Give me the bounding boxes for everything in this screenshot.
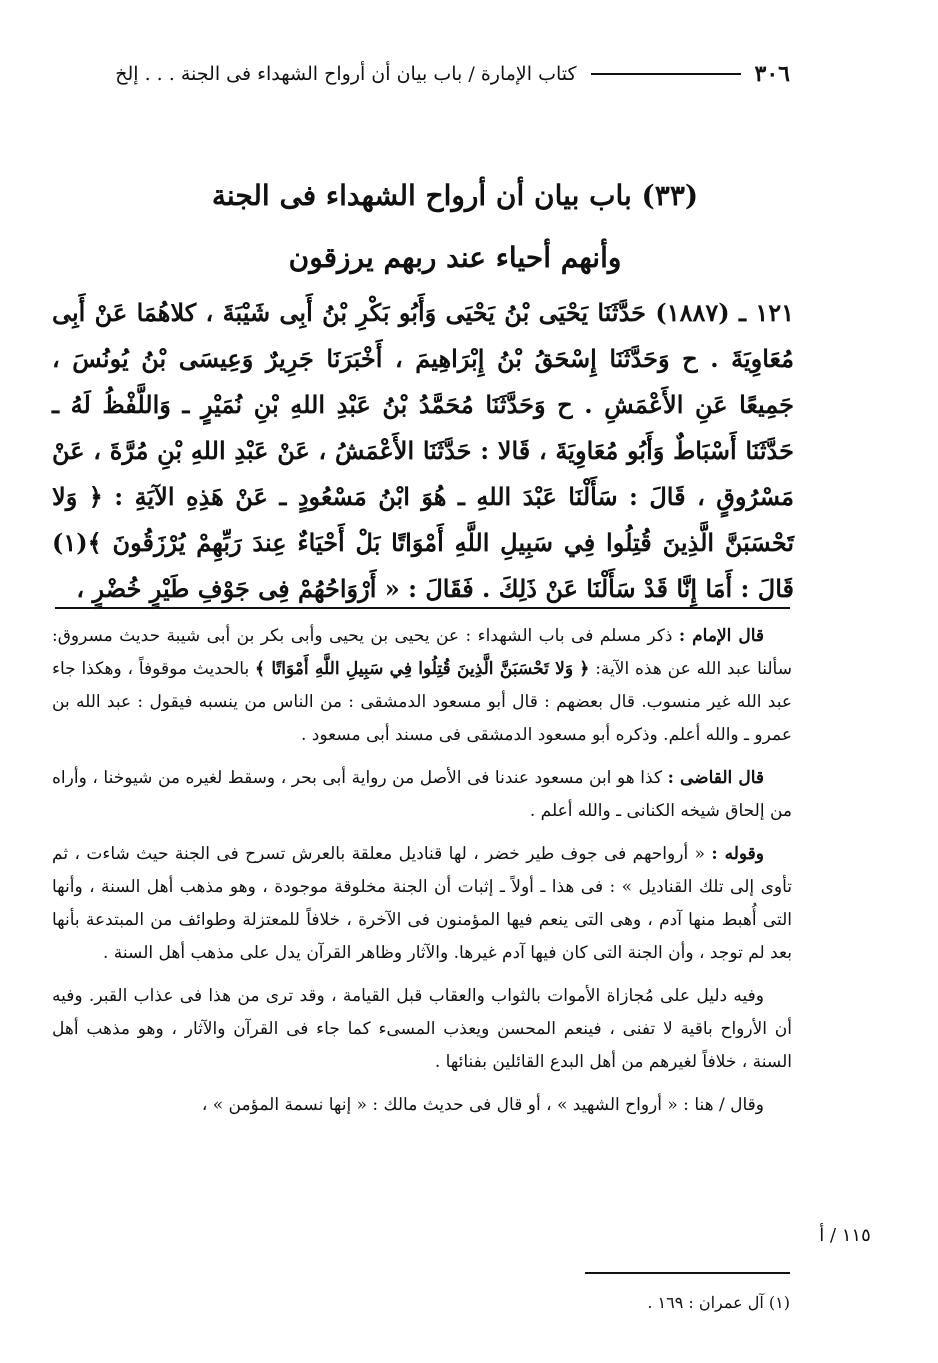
commentary [52,620,792,1132]
main-divider [55,607,790,609]
commentary-paragraph [52,980,792,1079]
commentary-text: بالحديث موقوفاً ، وهكذا جاء عبد الله غير منسوب. قال بعضهم : قال أبو مسعود الدمشقى : من الناس من ينسبه فيقول : عبد الله بن عمرو ـ والله أعلم. وذكره أبو مسعود الدمشقى فى مسند أبى مسعود . [52,659,792,745]
footnote: (١) آل عمران : ١٦٩ . [647,1293,790,1312]
speaker-label: قال القاضى : [667,768,764,788]
commentary-text: ذكر مسلم فى باب الشهداء : عن يحيى بن يحيى وأبى بكر بن أبى شيبة حديث مسروق: سألنا عبد الله عن هذه الآية: [52,626,792,679]
speaker-label: وقوله : [711,844,764,864]
footnote-divider [585,1272,790,1274]
commentary-text: وقال / هنا : « أرواح الشهيد » ، أو قال فى حديث مالك : « إنها نسمة المؤمن » ، [201,1095,764,1115]
chapter-title-line2: وأنهم أحياء عند ربهم يرزقون [288,241,622,274]
commentary-paragraph [52,620,792,752]
page-number: ٣٠٦ [754,61,790,87]
commentary-paragraph [52,838,792,970]
chapter-heading [60,165,850,289]
running-header [30,56,790,92]
commentary-text: كذا هو ابن مسعود عندنا فى الأصل من رواية أبى بحر ، وسقط لغيره من شيوخنا ، وأراه من إلحاق شيخه الكنانى ـ والله أعلم . [52,768,792,821]
hadith-text: ١٢١ ـ (١٨٨٧) حَدَّثَنَا يَحْيَى بْنُ يَحْيَى وَأَبُو بَكْرِ بْنُ أَبِى شَيْبَةَ ، كلاهُمَا عَنْ أَبِى مُعَاوِيَةَ . ح وَحَدَّثَنَا إِسْحَقُ بْنُ إِبْرَاهِيمَ ، أَخْبَرَنَا جَرِيرٌ وَعِيسَى بْنُ يُونُسَ ، جَمِيعًا عَنِ الأَعْمَشِ . ح وَحَدَّثَنَا مُحَمَّدُ بْنُ عَبْدِ اللهِ بْنِ نُمَيْرٍ ـ وَاللَّفْظُ لَهُ ـ حَدَّثَنَا أَسْبَاطٌ وَأَبُو مُعَاوِيَةَ ، قَالا : حَدَّثَنَا الأَعْمَشُ ، عَنْ عَبْدِ اللهِ بْنِ مُرَّةَ ، عَنْ مَسْرُوقٍ ، قَالَ : سَأَلْنَا عَبْدَ اللهِ ـ هُوَ ابْنُ مَسْعُودٍ ـ عَنْ هَذِهِ الآيَةِ : ﴿ وَلا تَحْسَبَنَّ الَّذِينَ قُتِلُوا فِي سَبِيلِ اللَّهِ أَمْوَاتًا بَلْ أَحْيَاءٌ عِندَ رَبِّهِمْ يُرْزَقُونَ ﴾(١) قَالَ : أَمَا إِنَّا قَدْ سَأَلْنَا عَنْ ذَلِكَ . فَقَالَ : « أَرْوَاحُهُمْ فِى جَوْفِ طَيْرٍ خُضْرٍ ، [52,298,794,603]
commentary-text: « أرواحهم فى جوف طير خضر ، لها قناديل معلقة بالعرش تسرح فى الجنة حيث شاءت ، ثم تأوى إلى تلك القناديل » : فى هذا ـ أولاً ـ إثبات أن الجنة مخلوقة موجودة ، وهو مذهب أهل السنة ، وأنها التى أُهبط منها آدم ، وهى التى ينعم فيها المؤمنون فى الآخرة ، خلافاً للمعتزلة وطوائف من المبتدعة بأنها بعد لم توجد ، وأن الجنة التى كان فيها آدم غيرها. والآثار وظاهر القرآن يدل على مذهب أهل السنة . [52,844,792,963]
manuscript-folio-ref: ١١٥ / أ [819,1225,871,1246]
speaker-label: قال الإمام : [678,626,764,646]
commentary-paragraph [52,1089,792,1122]
running-title: كتاب الإمارة / باب بيان أن أرواح الشهداء فى الجنة . . . إلخ [115,63,577,85]
chapter-title-line1: (٣٣) باب بيان أن أرواح الشهداء فى الجنة [211,179,699,212]
quran-quote: ﴿ وَلا تَحْسَبَنَّ الَّذِينَ قُتِلُوا فِي سَبِيلِ اللَّهِ أَمْوَاتًا ﴾ [255,659,590,679]
commentary-paragraph [52,762,792,828]
header-rule [591,73,741,75]
commentary-text: وفيه دليل على مُجازاة الأموات بالثواب والعقاب قبل القيامة ، وقد ترى من هذا فى عذاب القبر. وفيه أن الأرواح باقية لا تفنى ، فينعم المحسن ويعذب المسىء كما جاء فى القرآن والآثار ، وهو مذهب أهل السنة ، خلافاً لغيرهم من أهل البدع القائلين بفنائها . [52,986,792,1072]
